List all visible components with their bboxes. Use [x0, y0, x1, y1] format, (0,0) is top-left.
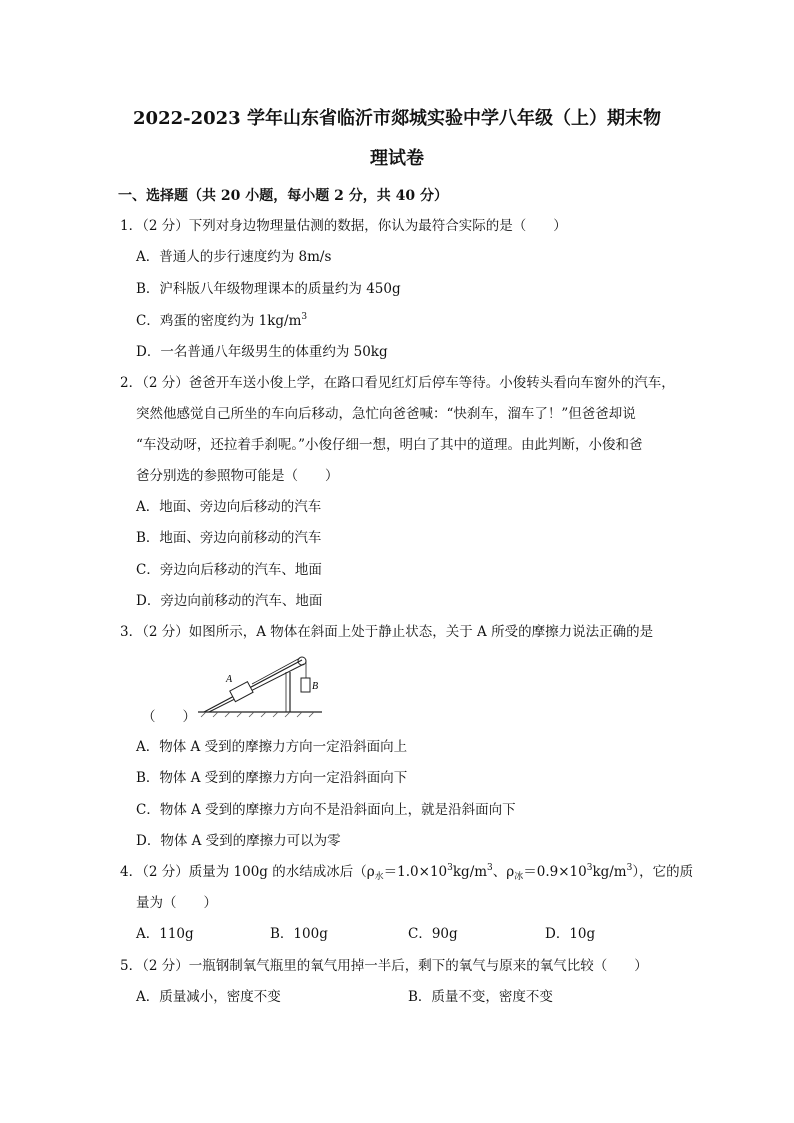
section-heading: 一、选择题（共 20 小题，每小题 2 分，共 40 分） [118, 188, 448, 204]
q1-stem: 1．（2 分）下列对身边物理量估测的数据，你认为最符合实际的是（ ） [120, 218, 567, 234]
q3-option-c: C．物体 A 受到的摩擦力方向不是沿斜面向上，就是沿斜面向下 [136, 802, 516, 818]
q1-option-a: A．普通人的步行速度约为 8m/s [136, 249, 332, 265]
q4-option-d: D．10g [545, 926, 596, 942]
q2-option-a: A．地面、旁边向后移动的汽车 [136, 499, 322, 515]
q2-option-d: D．旁边向前移动的汽车、地面 [136, 593, 323, 609]
q1-option-d: D．一名普通八年级男生的体重约为 50kg [136, 344, 388, 360]
label-a: A [226, 674, 233, 685]
q1-option-b: B．沪科版八年级物理课本的质量约为 450g [136, 281, 401, 297]
q3-option-b: B．物体 A 受到的摩擦力方向一定沿斜面向下 [136, 770, 408, 786]
q2-stem-line3: “车没动呀，还拉着手刹呢。”小俊仔细一想，明白了其中的道理。由此判断，小俊和爸 [136, 437, 643, 453]
q4-stem-line2: 量为（ ） [136, 895, 217, 911]
q3-stem: 3．（2 分）如图所示，A 物体在斜面上处于静止状态，关于 A 所受的摩擦力说法正确的是 [120, 624, 654, 640]
incline-pulley-figure [196, 652, 326, 722]
q5-option-b: B．质量不变，密度不变 [408, 989, 553, 1005]
incline-pulley-diagram [196, 652, 326, 718]
q2-option-c: C．旁边向后移动的汽车、地面 [136, 562, 322, 578]
exam-title-line1: 2022-2023 学年山东省临沂市郯城实验中学八年级（上）期末物 [133, 108, 661, 129]
q3-answer-paren: （ ） [142, 709, 196, 725]
q2-option-b: B．地面、旁边向前移动的汽车 [136, 530, 322, 546]
q2-stem-line2: 突然他感觉自己所坐的车向后移动，急忙向爸爸喊：“快刹车，溜车了！”但爸爸却说 [136, 406, 636, 422]
q2-stem-line1: 2．（2 分）爸爸开车送小俊上学，在路口看见红灯后停车等待。小俊转头看向车窗外的汽车， [120, 375, 675, 391]
q4-stem-line1: 4．（2 分）质量为 100g 的水结成冰后（$\rho_水=1.0\times 10^3kg/m^3$、$\rho_冰=0.9\times 10^3kg/m^3$），它的质 [120, 863, 694, 882]
q5-stem: 5．（2 分）一瓶钢制氧气瓶里的氧气用掉一半后，剩下的氧气与原来的氧气比较（ ） [120, 958, 648, 974]
q3-option-a: A．物体 A 受到的摩擦力方向一定沿斜面向上 [136, 739, 408, 755]
q2-stem-line4: 爸分别选的参照物可能是（ ） [136, 468, 339, 484]
q3-option-d: D．物体 A 受到的摩擦力可以为零 [136, 833, 341, 849]
q4-option-b: B．100g [270, 926, 328, 942]
q1-option-c: C．鸡蛋的密度约为 $1kg/m^3$ [136, 312, 308, 329]
q5-option-a: A．质量减小，密度不变 [136, 989, 281, 1005]
label-b: B [312, 681, 319, 692]
exam-title-line2: 理试卷 [370, 148, 424, 169]
q4-option-a: A．110g [136, 926, 194, 942]
q4-option-c: C．90g [408, 926, 458, 942]
